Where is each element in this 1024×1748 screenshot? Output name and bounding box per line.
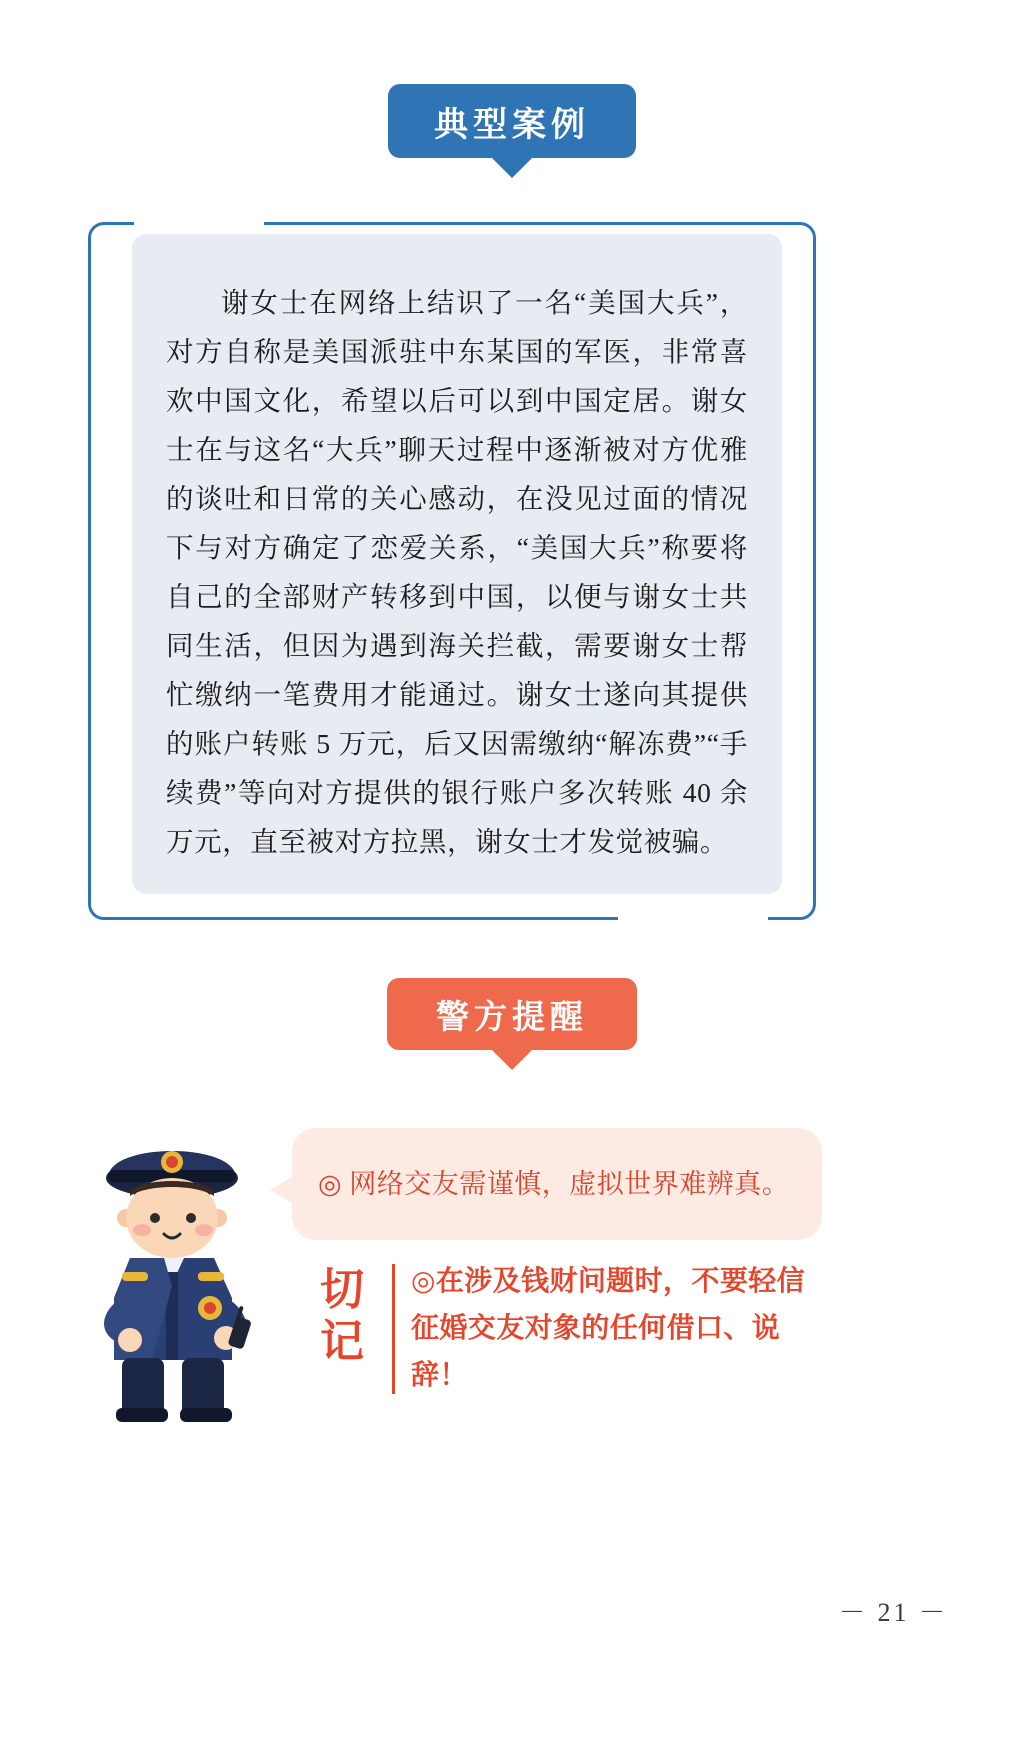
case-banner-label: 典型案例 xyxy=(434,106,590,144)
remember-label-char-2: 记 xyxy=(320,1317,364,1366)
police-officer-icon xyxy=(60,1122,290,1422)
remember-text: ◎在涉及钱财问题时，不要轻信征婚交友对象的任何借口、说辞！ xyxy=(411,1266,806,1391)
bubble-pointer-icon xyxy=(270,1176,294,1204)
case-card-body xyxy=(132,234,782,894)
case-body-text: 谢女士在网络上结识了一名“美国大兵”，对方自称是美国派驻中东某国的军医，非常喜欢中国文化，希望以后可以到中国定居。谢女士在与这名“大兵”聊天过程中逐渐被对方优雅的谈吐和日常的关心感动，在没见过面的情况下与对方确定了恋爱关系，“美国大兵”称要将自己的全部财产转移到中国，以便与谢女士共同生活，但因为遇到海关拦截，需要谢女士帮忙缴纳一笔费用才能通过。谢女士遂向其提供的账户转账 5 万元，后又因需缴纳“解冻费”“手续费”等向对方提供的银行账户多次转账 40 余万元，直至被对方拉黑，谢女士才发觉被骗。 xyxy=(166,287,748,857)
warning-banner-label: 警方提醒 xyxy=(436,999,588,1036)
warning-banner xyxy=(387,978,637,1050)
case-card-notch-top xyxy=(134,219,264,227)
warning-banner-pointer-icon xyxy=(490,1048,534,1070)
page-number: － 21 － xyxy=(838,1598,948,1627)
case-banner-pointer-icon xyxy=(490,156,534,178)
case-banner-container xyxy=(0,84,1024,158)
police-tip-text: ◎ 网络交友需谨慎，虚拟世界难辨真。 xyxy=(318,1169,790,1199)
remember-label-char-1: 切 xyxy=(320,1265,364,1314)
case-card-notch-bottom xyxy=(618,917,768,925)
case-card xyxy=(88,222,818,922)
police-officer-illustration xyxy=(60,1122,290,1422)
case-banner xyxy=(388,84,636,158)
remember-divider xyxy=(392,1264,395,1394)
remember-block xyxy=(292,1258,832,1399)
remember-label xyxy=(292,1258,392,1368)
warning-banner-container xyxy=(0,978,1024,1050)
police-tip-bubble xyxy=(292,1128,822,1240)
